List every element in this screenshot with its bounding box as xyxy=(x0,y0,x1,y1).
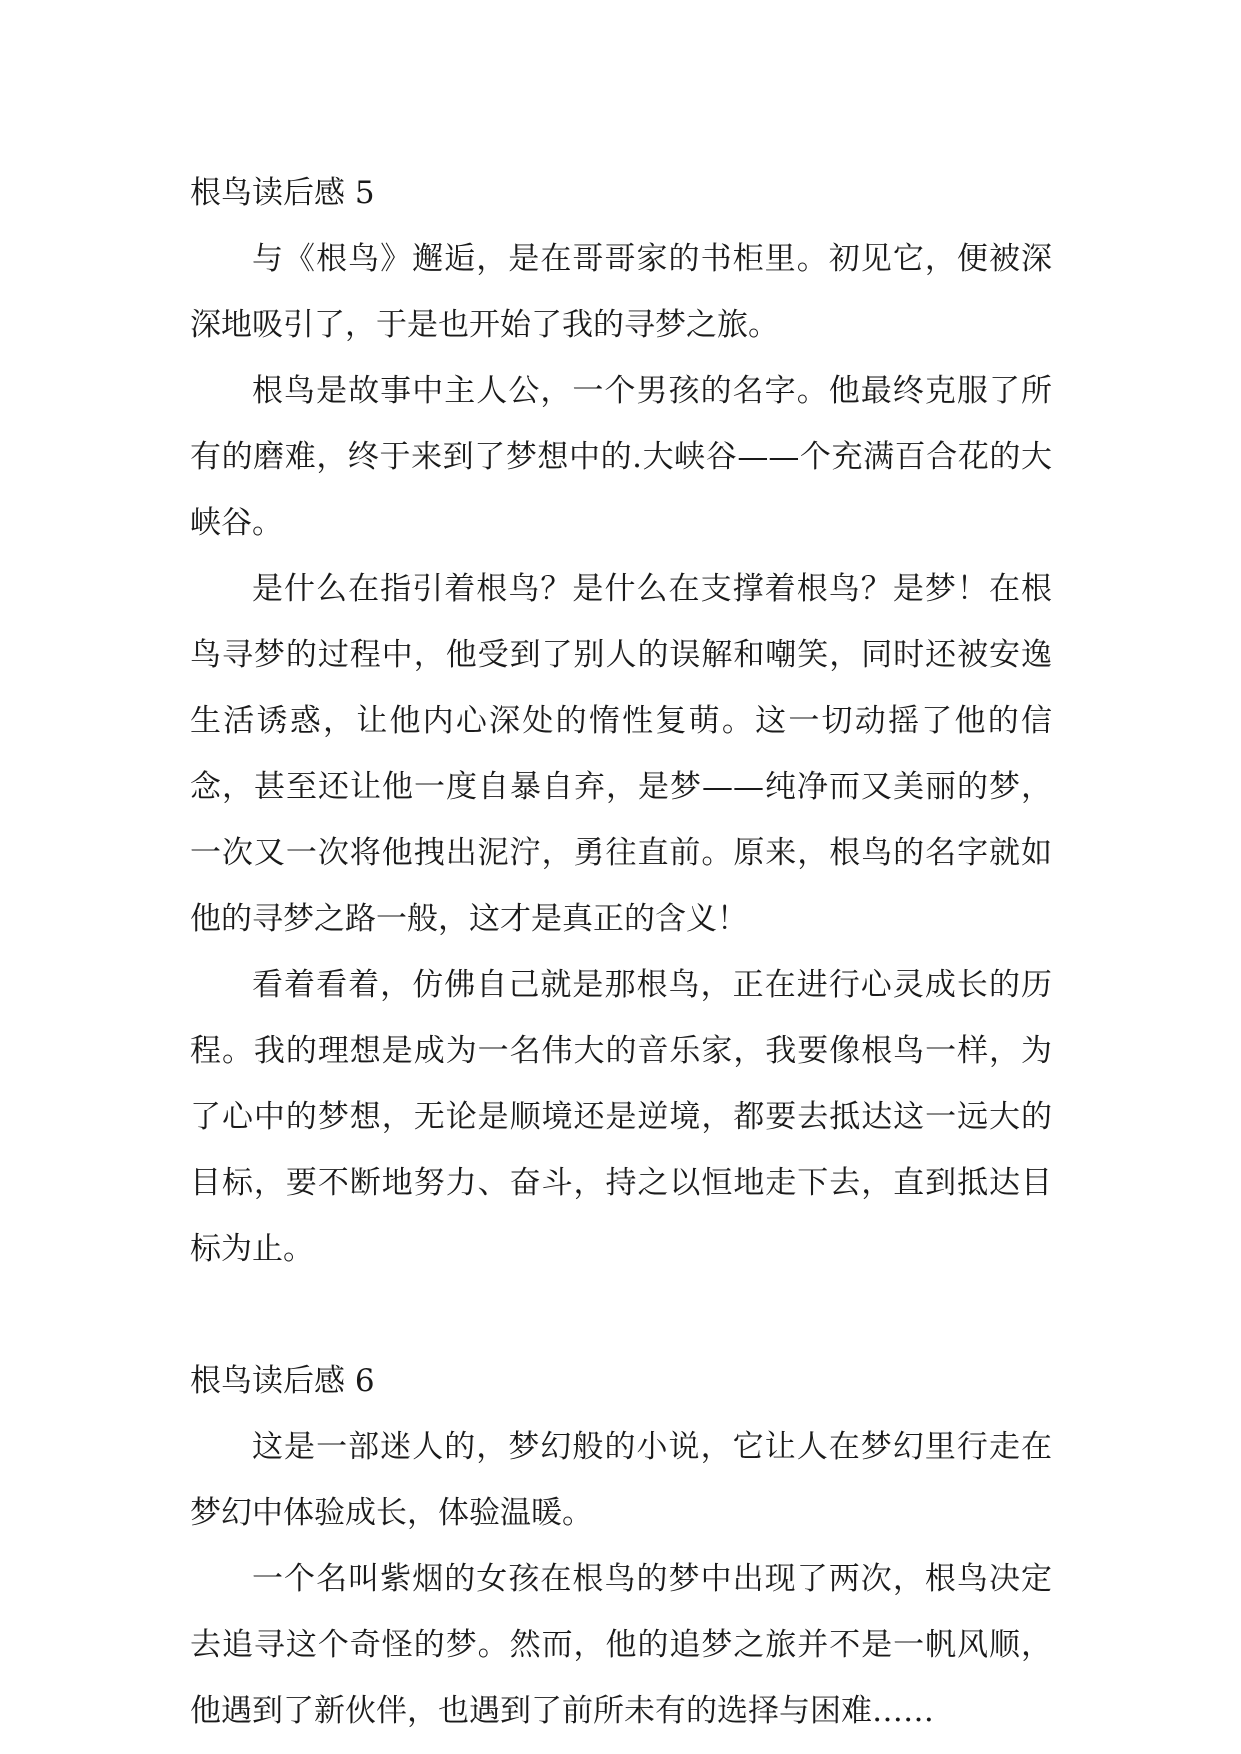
section-divider-space xyxy=(190,1282,1052,1348)
section-6 xyxy=(190,1348,1052,1744)
paragraph: 根鸟是故事中主人公，一个男孩的名字。他最终克服了所有的磨难，终于来到了梦想中的.大峡谷——个充满百合花的大峡谷。 xyxy=(190,373,1052,541)
section-title: 根鸟读后感 5 xyxy=(190,175,375,211)
document-body xyxy=(190,160,1052,1744)
paragraph: 看着看着，仿佛自己就是那根鸟，正在进行心灵成长的历程。我的理想是成为一名伟大的音乐家，我要像根鸟一样，为了心中的梦想，无论是顺境还是逆境，都要去抵达这一远大的目标，要不断地努力、奋斗，持之以恒地走下去，直到抵达目标为止。 xyxy=(190,967,1052,1267)
paragraph: 这是一部迷人的，梦幻般的小说，它让人在梦幻里行走在梦幻中体验成长，体验温暖。 xyxy=(190,1429,1052,1531)
paragraph: 一个名叫紫烟的女孩在根鸟的梦中出现了两次，根鸟决定去追寻这个奇怪的梦。然而，他的追梦之旅并不是一帆风顺，他遇到了新伙伴，也遇到了前所未有的选择与困难…… xyxy=(190,1561,1052,1729)
paragraph: 是什么在指引着根鸟？是什么在支撑着根鸟？是梦！在根鸟寻梦的过程中，他受到了别人的误解和嘲笑，同时还被安逸生活诱惑，让他内心深处的惰性复萌。这一切动摇了他的信念，甚至还让他一度自暴自弃，是梦——纯净而又美丽的梦，一次又一次将他拽出泥泞，勇往直前。原来，根鸟的名字就如他的寻梦之路一般，这才是真正的含义！ xyxy=(190,571,1052,937)
section-title: 根鸟读后感 6 xyxy=(190,1363,375,1399)
paragraph: 与《根鸟》邂逅，是在哥哥家的书柜里。初见它，便被深深地吸引了，于是也开始了我的寻梦之旅。 xyxy=(190,241,1052,343)
section-5 xyxy=(190,160,1052,1282)
